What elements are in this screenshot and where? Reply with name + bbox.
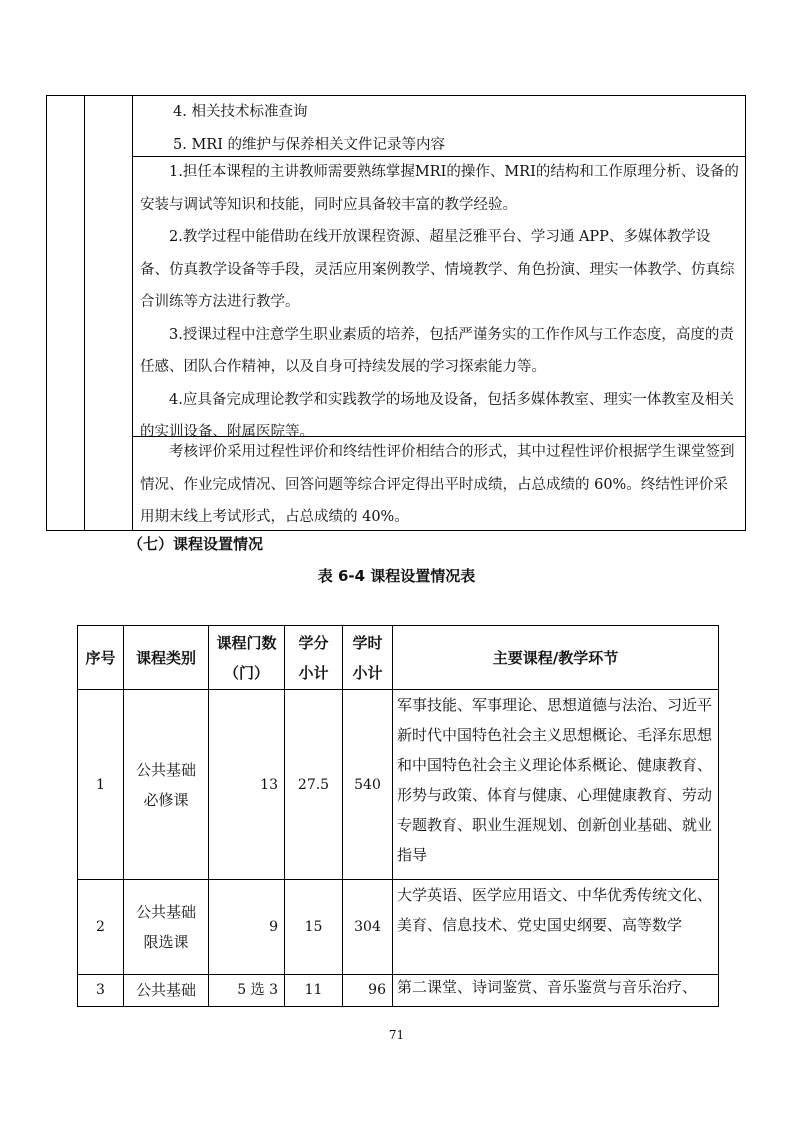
- requirement-paragraph: 2.教学过程中能借助在线开放课程资源、超星泛雅平台、学习通 APP、多媒体教学设备、仿真教学设备等手段，灵活应用案例教学、情境教学、角色扮演、理实一体教学、仿真综合训练等方法进行教学。: [140, 229, 735, 310]
- header-category: 课程类别: [124, 626, 209, 690]
- cell-seq: 1: [78, 690, 124, 880]
- cell-course-count: 9: [209, 880, 285, 975]
- table-divider: [84, 96, 85, 530]
- table-row: [78, 880, 719, 975]
- header-count-line: 课程门数: [216, 633, 277, 652]
- assessment-cell: [140, 436, 739, 534]
- category-line: 必修课: [143, 790, 189, 809]
- requirements-table: [46, 95, 746, 531]
- table-header-row: [78, 626, 719, 690]
- header-hours-line: 学时: [352, 633, 383, 652]
- cell-hours: 96: [343, 975, 393, 1007]
- cell-category: [124, 880, 209, 975]
- header-credits-line: 学分: [298, 633, 329, 652]
- header-main-courses: 主要课程/教学环节: [393, 626, 719, 690]
- page-number: 71: [388, 1028, 405, 1042]
- header-seq: 序号: [78, 626, 124, 690]
- header-credits-sub: 小计: [298, 663, 329, 682]
- header-count-unit: （门）: [223, 663, 269, 682]
- cell-course-count: 13: [209, 690, 285, 880]
- section-title: （七）课程设置情况: [128, 535, 264, 553]
- header-credits: [285, 626, 343, 690]
- category-line: 公共基础: [135, 903, 196, 921]
- requirement-paragraph: 4.应具备完成理论教学和实践教学的场地及设备，包括多媒体教室、理实一体教室及相关的实训设备、附属医院等。: [140, 391, 734, 440]
- cell-main-courses: 第二课堂、诗词鉴赏、音乐鉴赏与音乐治疗、: [393, 975, 719, 1007]
- header-course-count: [209, 626, 285, 690]
- teaching-requirements-cell: [140, 156, 739, 449]
- content-item: 5. MRI 的维护与保养相关文件记录等内容: [173, 136, 446, 153]
- cell-category: 公共基础: [124, 975, 209, 1007]
- cell-main-courses: 大学英语、医学应用语文、中华优秀传统文化、美育、信息技术、党史国史纲要、高等数学: [393, 880, 719, 975]
- cell-credits: 27.5: [285, 690, 343, 880]
- cell-course-count: 5 选 3: [209, 975, 285, 1007]
- category-line: 公共基础: [135, 760, 196, 779]
- requirement-paragraph: 1.担任本课程的主讲教师需要熟练掌握MRI的操作、MRI的结构和工作原理分析、设备的安装与调试等知识和技能，同时应具备较丰富的教学经验。: [140, 164, 739, 213]
- cell-seq: 2: [78, 880, 124, 975]
- table-divider: [132, 96, 133, 530]
- cell-credits: 11: [285, 975, 343, 1007]
- assessment-paragraph: 考核评价采用过程性评价和终结性评价相结合的形式，其中过程性评价根据学生课堂签到情况、作业完成情况、回答问题等综合评定得出平时成绩，占总成绩的 60%。终结性评价采用期末线上考试形式，占总成绩的 40%。: [140, 444, 735, 525]
- requirement-paragraph: 3.授课过程中注意学生职业素质的培养，包括严谨务实的工作作风与工作态度，高度的责任感、团队合作精神，以及自身可持续发展的学习探索能力等。: [140, 326, 734, 375]
- cell-credits: 15: [285, 880, 343, 975]
- header-hours: [343, 626, 393, 690]
- cell-main-courses: 军事技能、军事理论、思想道德与法治、习近平新时代中国特色社会主义思想概论、毛泽东思想和中国特色社会主义理论体系概论、健康教育、形势与政策、体育与健康、心理健康教育、劳动专题教育、职业生涯规划、创新创业基础、就业指导: [393, 690, 719, 880]
- cell-hours: 304: [343, 880, 393, 975]
- header-hours-sub: 小计: [352, 663, 383, 682]
- course-setting-table: [77, 625, 719, 1007]
- content-item: 4. 相关技术标准查询: [173, 104, 308, 120]
- cell-hours: 540: [343, 690, 393, 880]
- table-row: [78, 690, 719, 880]
- table-row: [78, 975, 719, 1007]
- cell-seq: 3: [78, 975, 124, 1007]
- category-line: 限选课: [143, 933, 189, 951]
- cell-category: [124, 690, 209, 880]
- table-caption: 表 6-4 课程设置情况表: [317, 567, 476, 585]
- reference-content-cell: [147, 96, 739, 161]
